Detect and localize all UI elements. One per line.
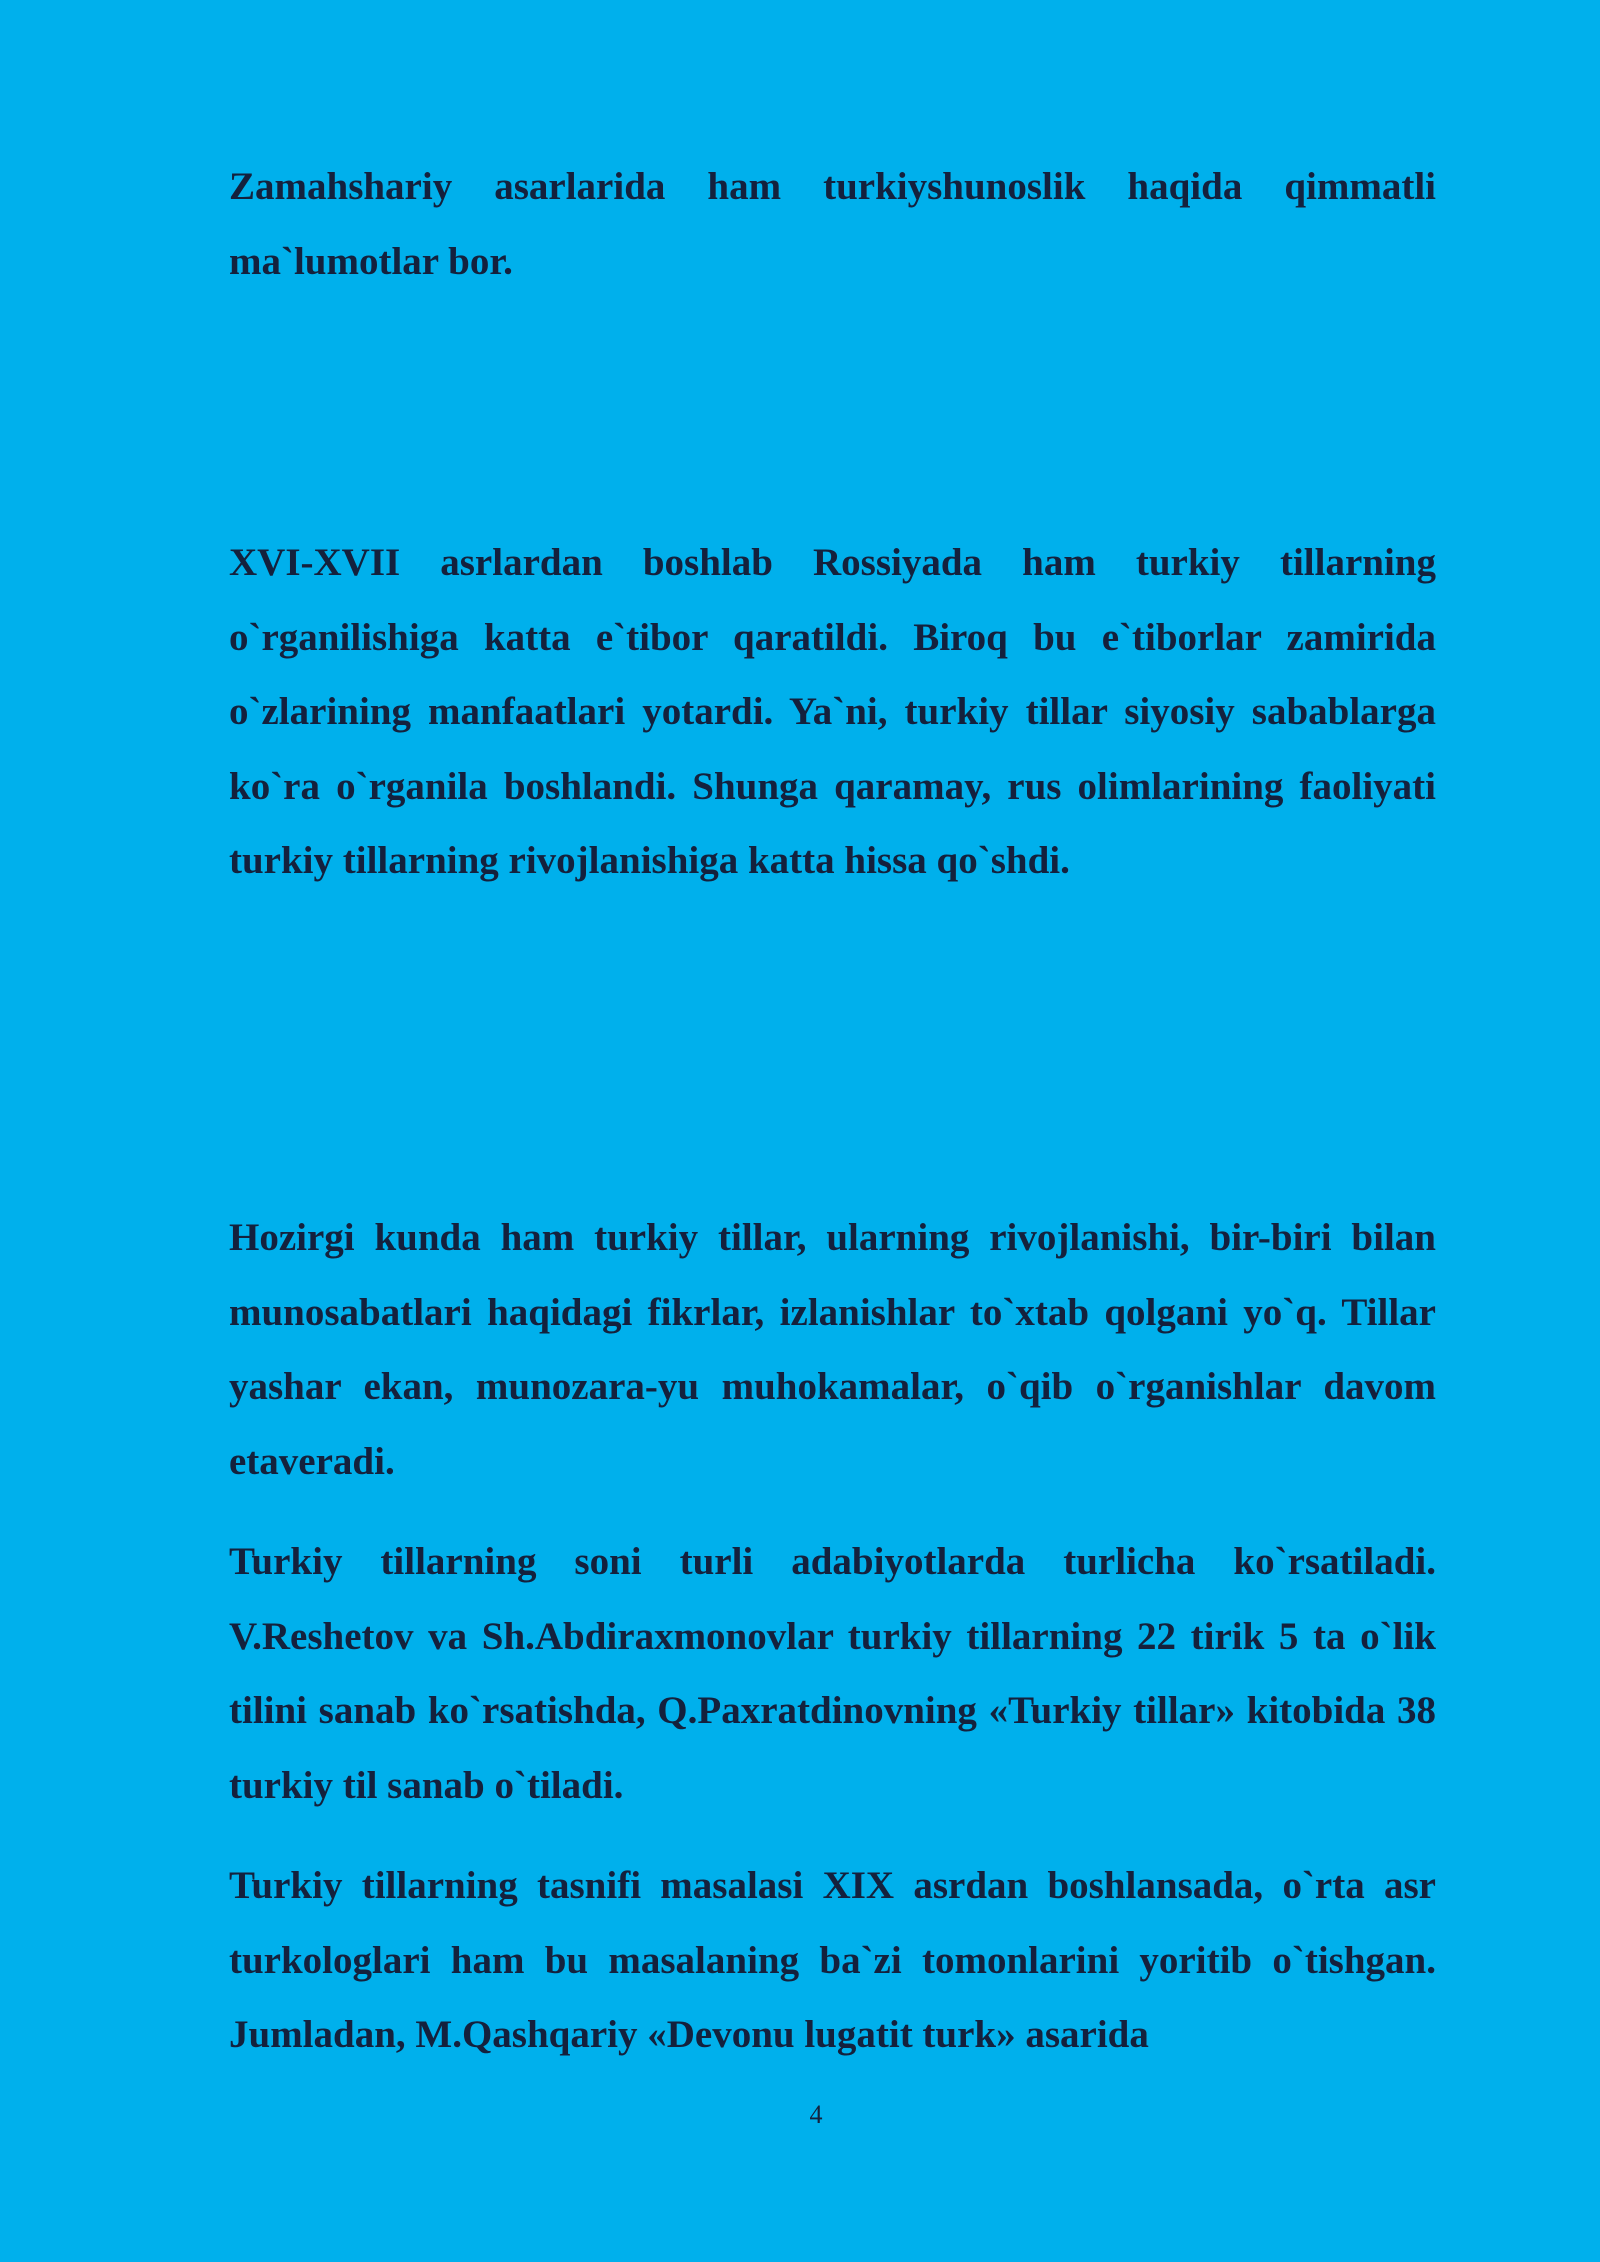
- page-number: 4: [809, 2100, 823, 2129]
- paragraph-zamahshariy: Zamahshariy asarlarida ham turkiyshunoslik haqida qimmatli ma`lumotlar bor.: [229, 165, 1436, 283]
- paragraph-current-research: Hozirgi kunda ham turkiy tillar, ularning rivojlanishi, bir-biri bilan munosabatlari haqidagi fikrlar, izlanishlar to`xtab qolgani yo`q. Tillar yashar ekan, munozara-yu muhokamalar, o`qib o`rganishlar davom etaveradi.: [229, 1216, 1436, 1483]
- paragraph-russia-study: XVI-XVII asrlardan boshlab Rossiyada ham turkiy tillarning o`rganilishiga katta e`tibor qaratildi. Biroq bu e`tiborlar zamirida o`zlarining manfaatlari yotardi. Ya`ni, turkiy tillar siyosiy sabablarga ko`ra o`rganila boshlandi. Shunga qaramay, rus olimlarining faoliyati turkiy tillarning rivojlanishiga katta hissa qo`shdi.: [229, 541, 1436, 882]
- paragraph-classification: Turkiy tillarning tasnifi masalasi XIX asrdan boshlansada, o`rta asr turkologlari ham bu masalaning ba`zi tomonlarini yoritib o`tishgan. Jumladan, M.Qashqariy «Devonu lugatit turk» asarida: [229, 1864, 1436, 2056]
- paragraph-number-of-languages: Turkiy tillarning soni turli adabiyotlarda turlicha ko`rsatiladi. V.Reshetov va Sh.Abdiraxmonovlar turkiy tillarning 22 tirik 5 ta o`lik tilini sanab ko`rsatishda, Q.Paxratdinovning «Turkiy tillar» kitobida 38 turkiy til sanab o`tiladi.: [229, 1540, 1436, 1807]
